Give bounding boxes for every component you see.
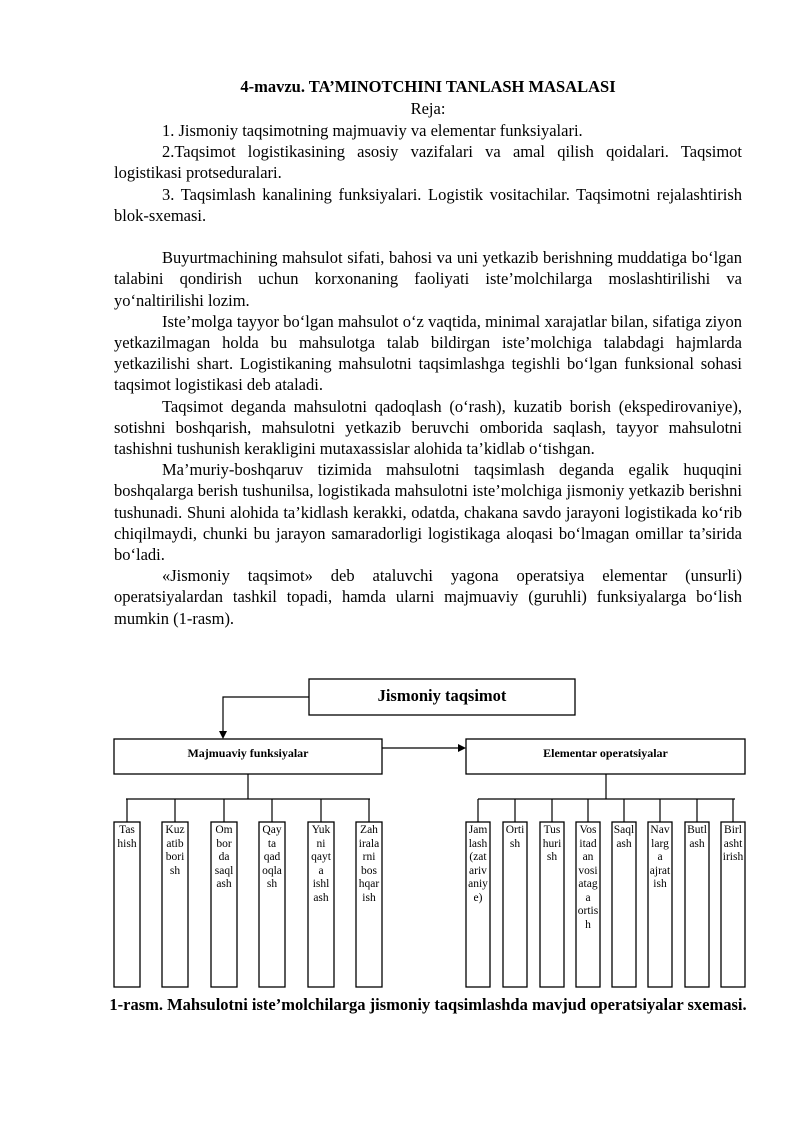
paragraph: Ma’muriy-boshqaruv tizimida mahsulotni taqsimlash deganda egalik huquqini boshqalarga berish tushunilsa, logistikada mahsulotni iste’molchiga jismoniy yetkazib berishni tushunadi. Shuni alohida ta’kidlash kerakki, odatda, chakana savdo jarayoni logistikada ko‘rib chiqilmaydi, chunki bu jarayon samaradorligi logistikaga aloqasi bo‘lmagan omillar ta’sirida bo‘ladi. <box>114 460 742 565</box>
left-leaf-label: Om bor da saql ash <box>214 824 234 890</box>
root-label: Jismoniy taqsimot <box>377 686 507 705</box>
right-leaf-label: Birl asht irish <box>722 824 744 863</box>
root-connector <box>223 697 309 733</box>
plan-heading: Reja: <box>410 99 446 118</box>
arrow-head <box>458 744 466 752</box>
right-branch-label: Elementar operatsiyalar <box>543 746 668 760</box>
paragraph: Buyurtmachining mahsulot sifati, bahosi va uni yetkazib berishning muddatiga bo‘lgan talabini qondirish uchun korxonaning faoliyati iste’molchilarga moslashtirilishi va yo‘naltirilishi lozim. <box>114 248 742 310</box>
arrow-head <box>219 731 227 739</box>
left-leaf-label: Yuk ni qayt a ishl ash <box>311 824 331 904</box>
left-branch-label: Majmuaviy funksiyalar <box>187 746 309 760</box>
paragraph: «Jismoniy taqsimot» deb ataluvchi yagona operatsiya elementar (unsurli) operatsiyalardan tashkil topadi, hamda ularni majmuaviy (guruhli) funksiyalarga bo‘lish mumkin (1-rasm). <box>114 566 742 628</box>
figure-caption: 1-rasm. Mahsulotni iste’molchilarga jismoniy taqsimlashda mavjud operatsiyalar sxemasi. <box>109 995 747 1014</box>
page-title: 4-mavzu. TA’MINOTCHINI TANLASH MASALASI <box>240 77 616 96</box>
left-leaf-label: Kuz atib bori sh <box>165 824 185 877</box>
paragraph: Taqsimot deganda mahsulotni qadoqlash (o‘rash), kuzatib borish (ekspedirovaniye), sotishni boshqarish, mahsulotni yetkazib beruvchi omborida saqlash, tayyor mahsulotni tashishni tushunish kerakligini mutaxassislar alohida ta’kidlab o‘tishgan. <box>114 396 742 459</box>
left-leaf-label: Qay ta qad oqla sh <box>262 824 282 890</box>
right-leaf-label: Butl ash <box>687 824 707 850</box>
right-leaf-label: Saql ash <box>613 824 635 850</box>
right-leaf-label: Jam lash (zat ariv aniy e) <box>468 824 488 904</box>
right-leaf-label: Nav larg a ajrat ish <box>649 824 671 890</box>
plan-item: 1. Jismoniy taqsimotning majmuaviy va elementar funksiyalari. <box>162 121 583 140</box>
plan-item: 3. Taqsimlash kanalining funksiyalari. Logistik vositachilar. Taqsimotni rejalashtirish blok-sxemasi. <box>114 184 742 225</box>
left-leaf-label: Tas hish <box>117 824 137 850</box>
right-leaf-label: Tus huri sh <box>542 824 562 863</box>
paragraph: Iste’molga tayyor bo‘lgan mahsulot o‘z vaqtida, minimal xarajatlar bilan, sifatiga ziyon yetkazilmagan holda bu mahsulotga talab bildirgan iste’molchiga talabdagi hajmlarda yetkazilishi shart. Logistikaning mahsulotni taqsimlashga tegishli bo‘lgan funksional sohasi taqsimot logistikasi deb ataladi. <box>114 311 742 395</box>
right-leaf-label: Vos itad an vosi atag a ortis h <box>577 824 599 931</box>
plan-item: 2.Taqsimot logistikasining asosiy vazifalari va amal qilish qoidalari. Taqsimot logistikasi protseduralari. <box>114 142 742 183</box>
left-leaf-label: Zah irala rni bos hqar ish <box>358 824 380 904</box>
right-leaf-label: Orti sh <box>505 824 525 850</box>
